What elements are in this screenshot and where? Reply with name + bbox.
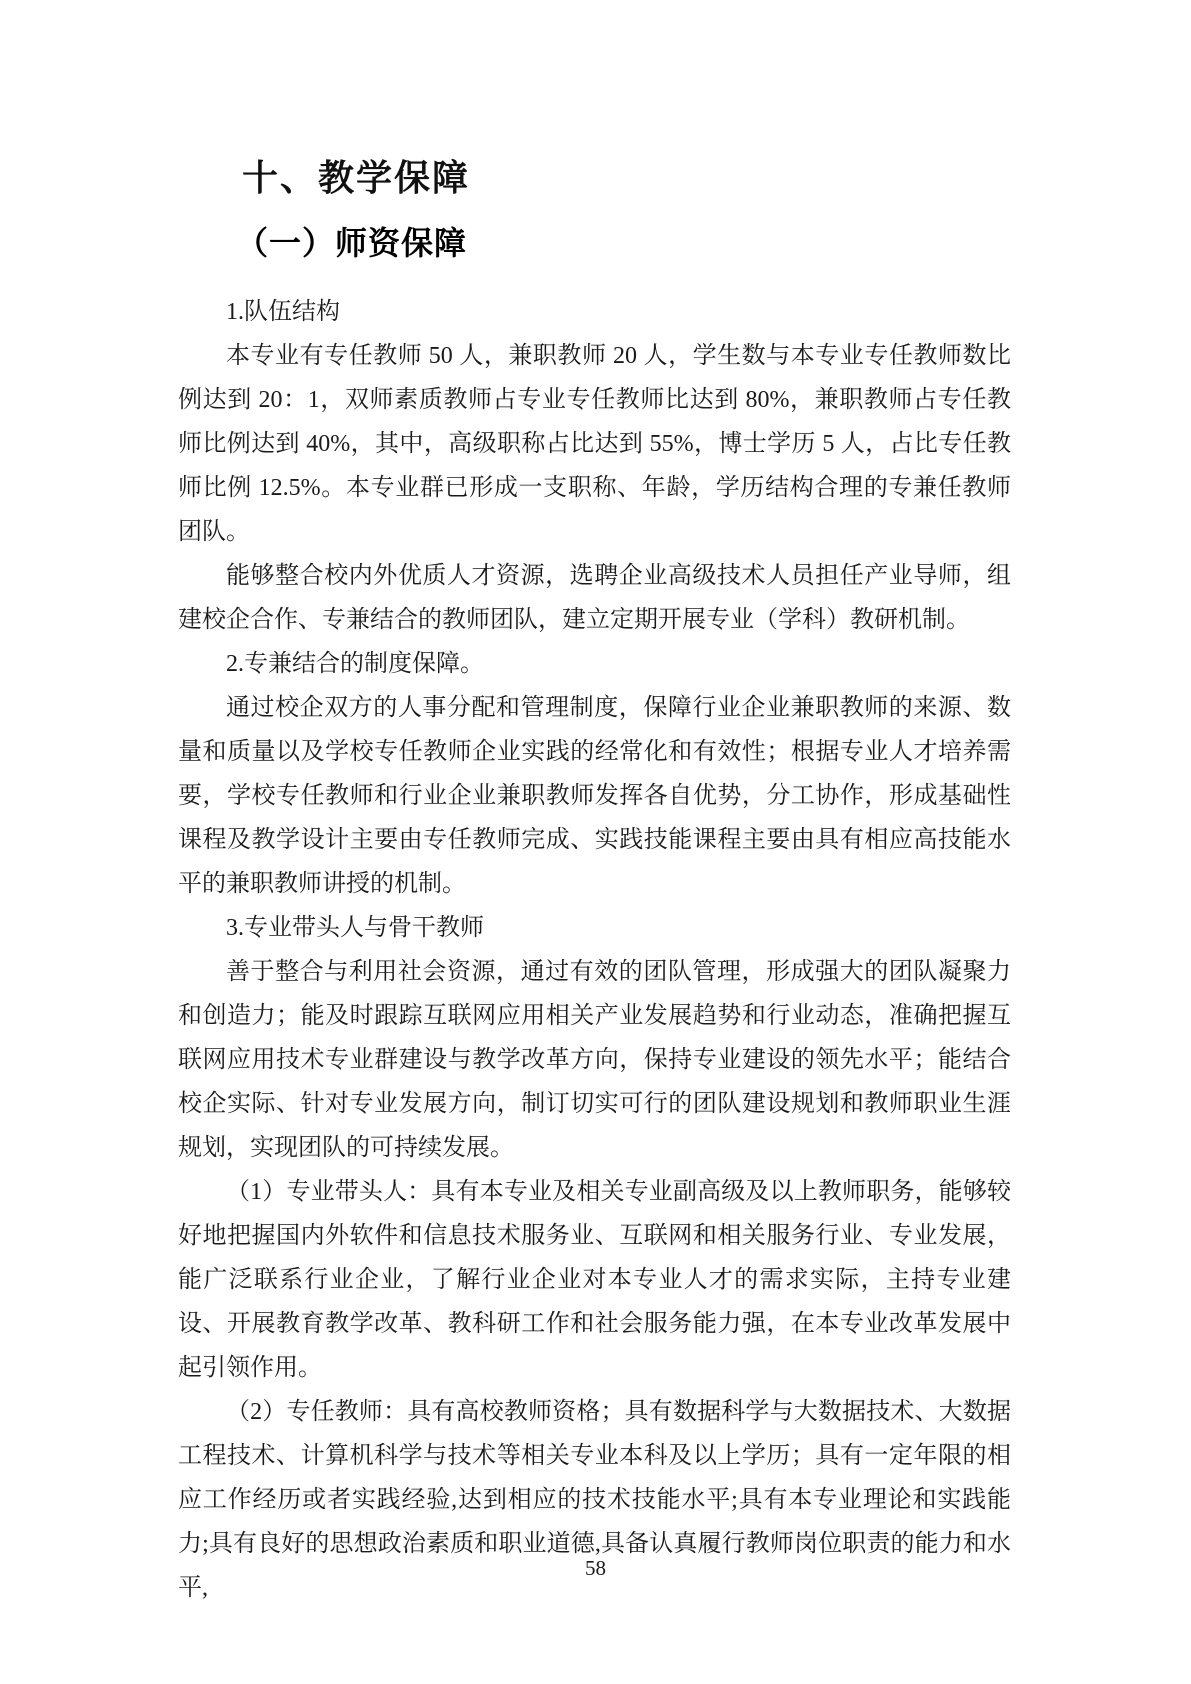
body-paragraph-talent-integration: 能够整合校内外优质人才资源，选聘企业高级技术人员担任产业导师，组建校企合作、专兼结合的教师团队，建立定期开展专业（学科）教研机制。 [178,563,1011,633]
subsection-heading: （一）师资保障 [236,225,468,261]
body-paragraph-team-structure: 本专业有专任教师 50 人，兼职教师 20 人，学生数与本专业专任教师数比例达到 20：1，双师素质教师占专业专任教师比达到 80%，兼职教师占专任教师比例达到 40%，其中，高级职称占比达到 55%，博士学历 5 人，占比专任教师比例 12.5%。本专业群已形成一支职称、年龄，学历结构合理的专兼任教师团队。 [178,343,1011,545]
body-text [178,290,1011,1610]
subitem-heading-team-structure: 1.队伍结构 [226,299,340,325]
body-paragraph-leaders-backbone: 善于整合与利用社会资源，通过有效的团队管理，形成强大的团队凝聚力和创造力；能及时跟踪互联网应用相关产业发展趋势和行业动态，准确把握互联网应用技术专业群建设与教学改革方向，保持专业建设的领先水平；能结合校企实际、针对专业发展方向，制订切实可行的团队建设规划和教师职业生涯规划，实现团队的可持续发展。 [178,959,1011,1161]
page-number: 58 [585,1556,606,1580]
subitem-heading-system-guarantee: 2.专兼结合的制度保障。 [226,651,484,677]
body-paragraph-professional-leader: （1）专业带头人：具有本专业及相关专业副高级及以上教师职务，能够较好地把握国内外软件和信息技术服务业、互联网和相关服务行业、专业发展，能广泛联系行业企业，了解行业企业对本专业人才的需求实际，主持专业建设、开展教育教学改革、教科研工作和社会服务能力强，在本专业改革发展中起引领作用。 [178,1179,1011,1381]
subitem-heading-leaders-backbone: 3.专业带头人与骨干教师 [226,915,484,941]
section-heading: 十、教学保障 [242,157,471,198]
page-content [178,150,1011,1610]
body-paragraph-fulltime-teachers: （2）专任教师：具有高校教师资格；具有数据科学与大数据技术、大数据工程技术、计算机科学与技术等相关专业本科及以上学历；具有一定年限的相应工作经历或者实践经验,达到相应的技术技能水平;具有本专业理论和实践能力;具有良好的思想政治素质和职业道德,具备认真履行教师岗位职责的能力和水平, [178,1399,1011,1601]
body-paragraph-system-guarantee: 通过校企双方的人事分配和管理制度，保障行业企业兼职教师的来源、数量和质量以及学校专任教师企业实践的经常化和有效性；根据专业人才培养需要，学校专任教师和行业企业兼职教师发挥各自优势，分工协作，形成基础性课程及教学设计主要由专任教师完成、实践技能课程主要由具有相应高技能水平的兼职教师讲授的机制。 [178,695,1011,897]
